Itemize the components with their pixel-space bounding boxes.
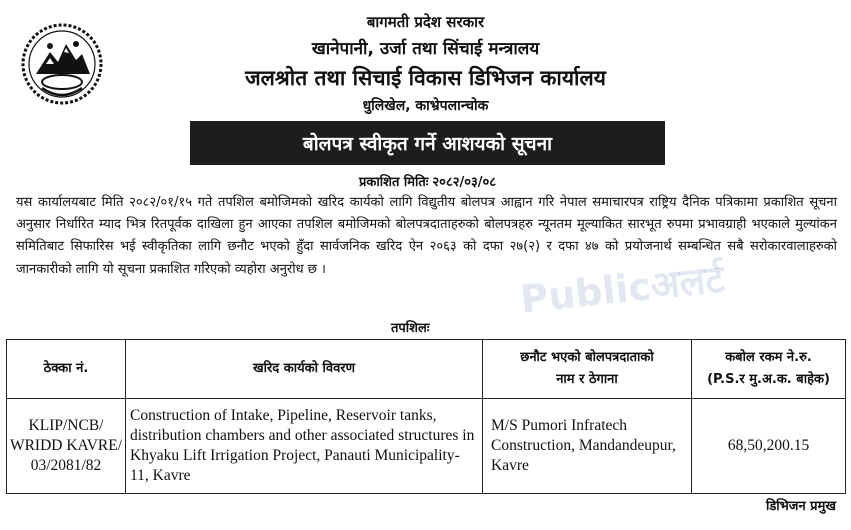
header-bidder <box>483 340 692 399</box>
header-amount-line2: (P.S.र मु.अ.क. बाहेक) <box>707 372 830 387</box>
watermark-text: Publicअलर्ट <box>518 256 727 322</box>
signature-title: डिभिजन प्रमुख <box>765 499 836 514</box>
amount-cell: 68,50,200.15 <box>692 399 846 494</box>
notice-body-paragraph: यस कार्यालयबाट मिति २०८२/०१/१५ गते तपशिल बमोजिमको खरिद कार्यको लागि विद्युतीय बोलपत्र आह्वान गरि नेपाल समाचारपत्र राष्ट्रिय दैनिक पत्रिकामा प्रकाशित सूचना अनुसार निर्धारित म्याद भित्र रितपूर्वक दाखिला हुन आएका तपशिल बमोजिमको बोलपत्रदाताहरुको बोलपत्रहरु न्यूनतम मूल्याकित सारभूत रुपमा प्रभावग्राही भएकाले मुल्यांकन समितिबाट सिफारिस भई स्वीकृतिका लागि छनौट भएको हुँदा सार्वजनिक खरिद ऐन २०६३ को दफा २७(२) र दफा ४७ को प्रयोजनार्थ सम्बन्धित सबै सरोकारवालाहरुको जानकारीको लागि यो सूचना प्रकाशित गरिएको व्यहोरा अनुरोध छ । <box>16 195 837 277</box>
bidder-cell: M/S Pumori Infratech Construction, Mandandeupur, Kavre <box>483 399 692 494</box>
publication-date-label: प्रकाशित मितिः <box>358 175 429 190</box>
province-government-heading: बागमती प्रदेश सरकार <box>366 13 485 31</box>
header-contract-no: ठेक्का नं. <box>7 340 126 399</box>
table-row <box>7 399 846 494</box>
header-bidder-line1: छनौट भएको बोलपत्रदाताको <box>520 350 654 365</box>
office-address: धुलिखेल, काभ्रेपलान्चोक <box>362 98 489 114</box>
office-heading: जलश्रोत तथा सिचाई विकास डिभिजन कार्यालय <box>245 66 606 90</box>
notice-title-banner: बोलपत्र स्वीकृत गर्ने आशयको सूचना <box>190 121 665 165</box>
description-cell: Construction of Intake, Pipeline, Reservoir tanks, distribution chambers and other associated structures in Khyaku Lift Irrigation Project, Panauti Municipality-11, Kavre <box>126 399 483 494</box>
table-header-row <box>7 340 846 399</box>
header-amount <box>692 340 846 399</box>
header-amount-line1: कबोल रकम ने.रु. <box>725 350 812 365</box>
header-description: खरिद कार्यको विवरण <box>126 340 483 399</box>
contract-no-cell: KLIP/NCB/ WRIDD KAVRE/ 03/2081/82 <box>7 399 126 494</box>
header-bidder-line2: नाम र ठेगाना <box>556 372 618 387</box>
publication-date-line <box>0 172 851 190</box>
details-label: तपशिलः <box>391 321 430 336</box>
publication-date-value: २०८२/०३/०८ <box>432 175 496 190</box>
contract-details-table <box>6 339 846 494</box>
ministry-heading: खानेपानी, उर्जा तथा सिंचाई मन्त्रालय <box>311 39 540 59</box>
